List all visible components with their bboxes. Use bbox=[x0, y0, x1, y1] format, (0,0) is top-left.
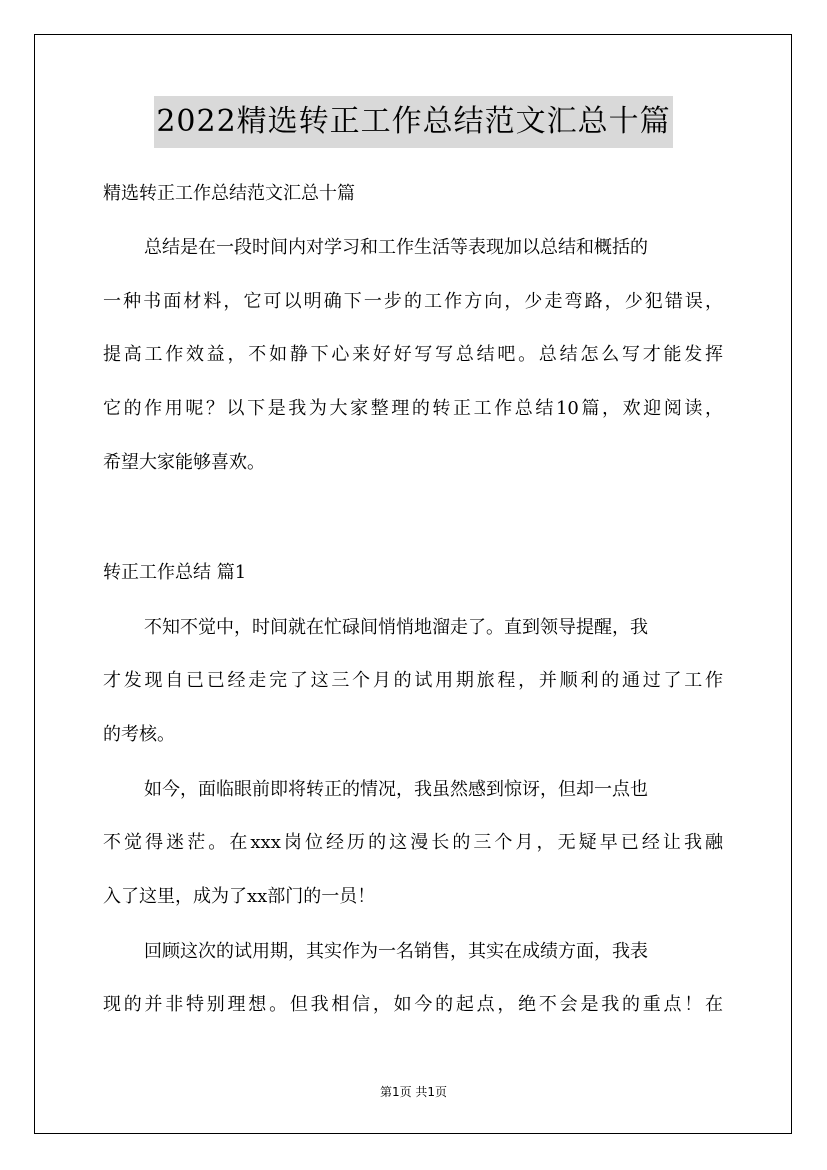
para1-line-3: 的考核。 bbox=[103, 724, 175, 745]
para1-line-2: 才发现自已已经走完了这三个月的试用期旅程，并顺利的通过了工作 bbox=[103, 670, 723, 691]
intro-line-2: 一种书面材料，它可以明确下一步的工作方向，少走弯路，少犯错误， bbox=[103, 291, 723, 312]
intro-line-1: 总结是在一段时间内对学习和工作生活等表现加以总结和概括的 bbox=[144, 237, 648, 258]
para2-line-2: 不觉得迷茫。在xxx岗位经历的这漫长的三个月，无疑早已经让我融 bbox=[103, 832, 723, 853]
intro-line-3: 提高工作效益，不如静下心来好好写写总结吧。总结怎么写才能发挥 bbox=[103, 344, 723, 365]
para1-line-1: 不知不觉中，时间就在忙碌间悄悄地溜走了。直到领导提醒，我 bbox=[144, 617, 648, 638]
title-wrap bbox=[0, 96, 827, 148]
para2-line-1: 如今，面临眼前即将转正的情况，我虽然感到惊讶，但却一点也 bbox=[144, 779, 648, 800]
section-heading: 转正工作总结 篇1 bbox=[103, 562, 247, 583]
intro-line-5: 希望大家能够喜欢。 bbox=[103, 452, 265, 473]
para2-line-3: 入了这里，成为了xx部门的一员！ bbox=[103, 886, 376, 907]
page-footer: 第1页 共1页 bbox=[379, 1085, 448, 1099]
para3-line-1: 回顾这次的试用期，其实作为一名销售，其实在成绩方面，我表 bbox=[144, 941, 648, 962]
document-subtitle: 精选转正工作总结范文汇总十篇 bbox=[103, 183, 355, 204]
para3-line-2: 现的并非特别理想。但我相信，如今的起点，绝不会是我的重点！在 bbox=[103, 994, 723, 1015]
intro-line-4: 它的作用呢？以下是我为大家整理的转正工作总结10篇，欢迎阅读， bbox=[103, 398, 723, 419]
document-title: 2022精选转正工作总结范文汇总十篇 bbox=[154, 96, 672, 148]
